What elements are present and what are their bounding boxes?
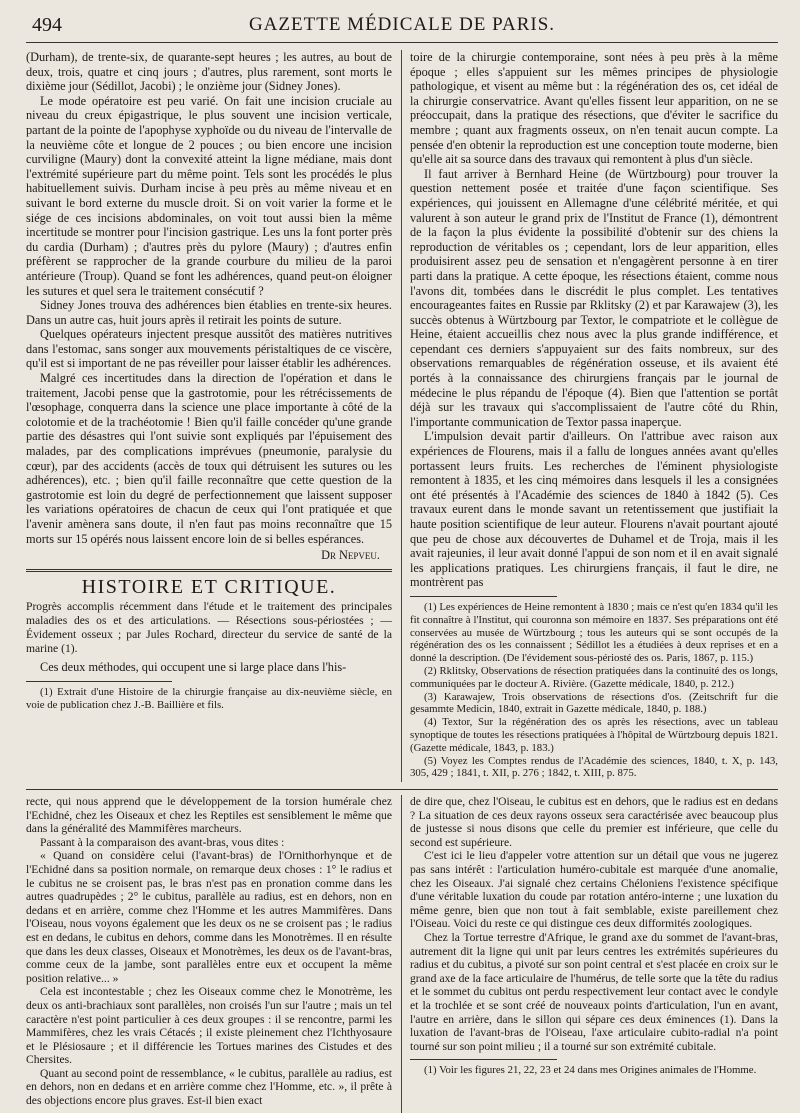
article-subtitle: Progrès accomplis récemment dans l'étude et le traitement des principales maladies des os et des articulations. — Résections sous-périostées ; — Évidement osseux ; par Jules Rochard, directeur du service de santé de la marine (1).: [26, 600, 392, 656]
footnote: (5) Voyez les Comptes rendus de l'Académie des sciences, 1840, t. X, p. 143, 305, 429 ; 1841, t. XII, p. 276 ; 1842, t. XIII, p. 875.: [410, 754, 778, 780]
footnote: (3) Karawajew, Trois observations de résections d'os. (Zeitschrift fur die gesammte Medicin, 1840, extrait in Gazette médicale, 1840, p. 188.): [410, 690, 778, 716]
page-number: 494: [32, 14, 62, 36]
column-divider: [401, 795, 402, 1113]
paragraph: Sidney Jones trouva des adhérences bien établies en trente-six heures. Dans un autre cas, huit jours après il retirait les points de suture.: [26, 298, 392, 327]
paragraph: L'impulsion devait partir d'ailleurs. On l'attribue avec raison aux expériences de Flourens, mais il a fallu de longues années avant qu'elles portassent leurs fruits. Les recherches de l'éminent physiologiste remontent à 1835, et les cinq mémoires dans lesquels il les a consignées ont été présentés à l'Académie des sciences de 1840 à 1842 (5). Ces travaux eurent dans le monde savant un retentissement que justifiait la haute position scientifique de leur auteur. Flourens n'avait pourtant ajouté que peu de chose aux découvertes de Duhamel et de Troja, mais il les avait rajeunies, il leur avait donné l'appui de son nom et il en avait signalé les applications pratiques. Les chirurgiens français, il faut le dire, ne montrèrent pas: [410, 429, 778, 590]
journal-title: GAZETTE MÉDICALE DE PARIS.: [248, 14, 556, 35]
footnote: (4) Textor, Sur la régénération des os après les résections, avec un tableau synoptique de toutes les résections pratiquées à l'hôpital de Würtzbourg depuis 1821. (Gazette médicale, 1843, p. 183.): [410, 716, 778, 754]
paragraph: Passant à la comparaison des avant-bras, vous dites :: [40, 835, 285, 849]
top-left-column: [26, 50, 392, 782]
paragraph: Il faut arriver à Bernhard Heine (de Würtzbourg) pour trouver la question nettement posée et traitée d'une façon scientifique. Ses expériences, qui jouissent en Allemagne d'une célébrité méritée, et qui valurent à son auteur le grand prix de l'Institut de France (1), démontrent de la façon la plus évidente la possibilité d'obtenir sur des chiens la reproduction de véritables os ; cependant, lors de leur apparition, elles produisirent assez peu de sensation et n'engagèrent personne à en tirer parti dans la pratique. A cette époque, les résections étaient, comme nous l'avons dit, tombées dans le discrédit le plus complet. Les tentatives encourageantes faites en Russie par Rklitsky (2) et par Karawajew (3), les succès obtenus à Würtzbourg par Textor, le compatriote et le collègue de Heine, étaient accueillis chez nous avec la plus grande indifférence, et cependant ces derniers s'appuyaient sur des faits nombreux, sur des observations remarquables de régénération osseuse, et ils avaient été portés à la connaissance des chirurgiens français par le journal de médecine le plus répandu de l'époque (4). Bien que l'attention se portât déjà sur les travaux qui s'accomplissaient de l'autre côté du Rhin, l'importante communication de Textor passa inaperçue.: [410, 166, 778, 429]
article-signature: Dr Nepveu.: [321, 548, 380, 563]
paragraph: (Durham), de trente-six, de quarante-sept heures ; les autres, au bout de deux, trois, quatre et cinq jours ; d'autres, plus rarement, sont morts le dixième jour (Sédillot, Jacobi) ; le onzième jour (Sidney Jones).: [26, 50, 392, 94]
footnote: (1) Extrait d'une Histoire de la chirurgie française au dix-neuvième siècle, en voie de publication chez J.-B. Baillière et fils.: [26, 685, 392, 711]
section-title: HISTOIRE ET CRITIQUE.: [81, 575, 337, 598]
footnote: (1) Voir les figures 21, 22, 23 et 24 dans mes Origines animales de l'Homme.: [424, 1064, 757, 1077]
section-rule: [26, 569, 392, 572]
paragraph: Chez la Tortue terrestre d'Afrique, le grand axe du sommet de l'avant-bras, autrement dit la ligne qui unit par leurs centres les extrémités supérieures du radius et du cubitus, a pivoté sur son point central et s'est placée en croix sur le grand axe de la face articulaire de l'humérus, de telle sorte que la tête du radius et le sommet du cubitus ont perdu respectivement leur contact avec le condyle et la trochlée et se sont créé de nouveaux points d'articulation, l'un en avant, l'autre en arrière, dans le sillon qui sépare ces deux éminences (1). Dans la luxation de l'avant-bras de l'Oiseau, l'axe articulaire cubito-radial n'a point tourné sur son point milieu ; il a tourné sur son extrémité cubitale.: [410, 930, 778, 1053]
top-right-column: [410, 50, 778, 782]
column-divider: [401, 50, 402, 782]
bottom-left-column: [26, 795, 392, 1113]
paragraph: Le mode opératoire est peu varié. On fait une incision cruciale au niveau du creux épigastrique, le plus souvent une incision verticale, partant de la pointe de l'apophyse xyphoïde ou du niveau de l'intervalle de la neuvième côte et longue de 2 pouces ; ou bien encore une incision curviligne (Maury) dont la convexité atteint la ligne médiane, mais dont l'extrémité supérieure part du même point. Tels sont les procédés le plus habituellement suivis. Durham incise à peu près au même niveau et en suivant le bord externe du muscle droit. Si on voit varier la forme et le siége de ces incisions abdominales, on voit tout aussi bien la même incertitude se montrer pour l'incision gastrique. Les uns la font porter près du cardia (Durham) ; d'autres près du pylore (Maury) ; d'autres enfin préfèrent se rapprocher de la grande courbure du milieu de la paroi antérieure (Troup). Quand se font les adhérences, quand peut-on éloigner les sutures et quel sera le traitement consécutif ?: [26, 93, 392, 298]
footnote: (1) Les expériences de Heine remontent à 1830 ; mais ce n'est qu'en 1834 qu'il les fit connaître à l'Institut, qui couronna son mémoire en 1837. Ses préparations ont été conservées au musée de Würtzbourg ; tous les auteurs qui se sont occupés de la régénération des os les connaissent ; Sédillot les a étudiées à deux reprises et en a donné la description. (De l'évidement sous-périosté des os. Paris, 1867, p. 115.): [410, 600, 778, 665]
paragraph: Malgré ces incertitudes dans la direction de l'opération et dans le traitement, Jacobi pense que la gastrotomie, pour les rétrécissements de l'œsophage, conquerra dans la science une place importante à côté de la colotomie et de la trachéotomie ! Bien qu'il faille concéder qu'une grande partie des désastres qui l'ont suivie sont expliqués par l'épuisement des malades, par des complications imprévues (pneumonie, paralysie du cœur), par des accidents (accès de toux qui détruisent les sutures ou les adhérences), etc. ; bien qu'il faille reconnaître que cette question de la gastrotomie est loin du degré de perfectionnement que laissent supposer les variations opératoires de chacun de ceux qui l'ont pratiquée et que l'avenir amènera sans doute, il n'en faut pas moins reconnaître que 15 morts sur 15 opérés nous laissent encore loin de si belles espérances.: [26, 371, 392, 546]
page-header: [26, 10, 778, 36]
paragraph: recte, qui nous apprend que le développement de la torsion humérale chez l'Echidné, chez les Oiseaux et chez les Reptiles est sensiblement le même que dans la généralité des Mammifères marcheurs.: [26, 795, 392, 836]
paragraph: C'est ici le lieu d'appeler votre attention sur un détail que vous ne jugerez pas sans intérêt : l'articulation huméro-cubitale est marquée d'une anomalie, chez les Oiseaux. J'ai signalé chez certains Chéloniens l'existence spécifique d'une véritable luxation du coude par rotation antéro-interne ; une luxation du même genre, bien que non tout à fait semblable, existe pareillement chez l'Oiseau. Voici du reste ce qui distingue ces deux difformités zoologiques.: [410, 849, 778, 931]
header-rule: [26, 42, 778, 43]
footnote: (2) Rklitsky, Observations de résection pratiquées dans la continuité des os longs, communiquées par le docteur A. Rivière. (Gazette médicale, 1840, p. 212.): [410, 664, 778, 690]
paragraph: Cela est incontestable ; chez les Oiseaux comme chez le Monotrème, les deux os anti-brachiaux sont parallèles, non croisés l'un sur l'autre ; mais un tel caractère n'est point particulier à ces deux groupes : il se rencontre, parmi les Mammifères, chez les vrais Cétacés ; il existe pleinement chez l'Ichthyosaure et le Plésiosaure ; et il différencie les Tortues marines des Cistudes et des Chersites.: [26, 985, 392, 1067]
paragraph: toire de la chirurgie contemporaine, sont nées à peu près à la même époque ; elles s'appuient sur les mêmes principes de physiologie pathologique, et visent au même but : la régénération des os, cet idéal de la chirurgie conservatrice. Avant qu'elles fissent leur apparition, on ne se préoccupait, dans la pratique des résections, que d'éviter le sacrifice du membre ; quant aux fragments osseux, on n'en tenait aucun compte. La pensée d'en obtenir la reproduction est une conception toute moderne, bien qu'elle ait sa source dans des travaux qui remontent à plus d'un siècle.: [410, 50, 778, 167]
paragraph: Quant au second point de ressemblance, « le cubitus, parallèle au radius, est en dehors, non en dedans et en arrière comme chez l'Homme, etc. », il prête à des objections encore plus graves. Est-il bien exact: [26, 1066, 392, 1108]
paragraph: de dire que, chez l'Oiseau, le cubitus est en dehors, que le radius est en dedans ? La situation de ces deux rayons osseux sera caractérisée avec beaucoup plus de justesse si nous disons que celle du premier est inférieure, que celle du second est supérieure.: [410, 795, 778, 849]
footnote-rule: [410, 596, 557, 597]
footnote-rule: [410, 1059, 557, 1060]
quotation: « Quand on considère celui (l'avant-bras) de l'Ornithorhynque et de l'Echidné dans sa position normale, on remarque deux choses : 1° le radius et le cubitus ne se croisent pas, le bras n'est pas en pronation comme dans les autres quadrupèdes ; 2° le cubitus, parallèle au radius, est en dehors, non en dedans et en arrière, comme chez l'Homme et les autres Mammifères. Dans l'Oiseau, nous voyons également que les deux os ne se croisent pas ; le radius est en dedans, le cubitus en dehors, comme dans les Monotrèmes. Il en résulte que dans les deux classes, Oiseaux et Monotrèmes, les deux os de l'avant-bras, comme ceux de la jambe, sont parallèles entre eux et occupent la même position relative... »: [26, 849, 392, 985]
section-divider-rule: [26, 789, 778, 790]
lead-paragraph: Ces deux méthodes, qui occupent une si large place dans l'his-: [40, 660, 347, 675]
bottom-right-column: [410, 795, 778, 1113]
footnote-rule: [26, 681, 172, 682]
paragraph: Quelques opérateurs injectent presque aussitôt des matières nutritives dans l'estomac, sans songer aux mouvements péristaltiques de ce viscère, qu'il est si important de ne pas réveiller pour laisser établir les adhérences.: [26, 327, 392, 371]
